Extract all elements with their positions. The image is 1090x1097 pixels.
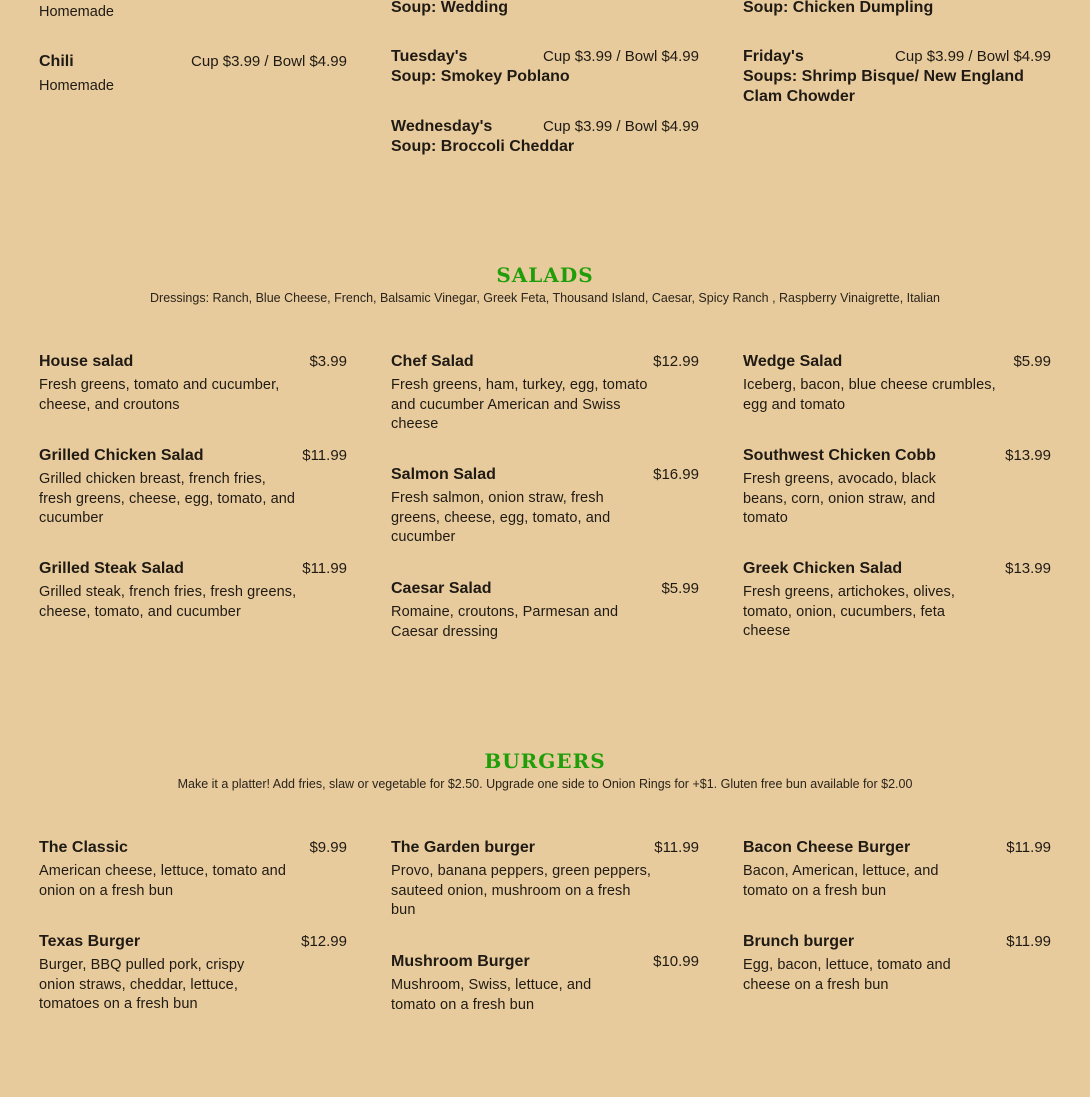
soup-of-day: Soup: Wedding (391, 0, 509, 16)
item-price: $3.99 (309, 353, 347, 370)
soup-day: Tuesday's (391, 48, 468, 65)
item-name: Bacon Cheese Burger (743, 839, 911, 856)
item-name: Southwest Chicken Cobb (743, 447, 936, 464)
menu-item (39, 932, 347, 1015)
menu-item (743, 352, 1051, 415)
item-price: $11.99 (1006, 933, 1051, 950)
item-name: Texas Burger (39, 933, 141, 950)
item-name: Caesar Salad (391, 580, 492, 597)
item-description: Romaine, croutons, Parmesan and Caesar dressing (391, 604, 619, 640)
menu-item (743, 932, 1051, 995)
soup-item (39, 2, 347, 22)
item-name: Grilled Steak Salad (39, 560, 184, 577)
soup-item (391, 0, 699, 18)
item-price: $5.99 (661, 580, 699, 597)
soup-price: Cup $3.99 / Bowl $4.99 (895, 48, 1051, 65)
soup-price: Cup $3.99 / Bowl $4.99 (543, 48, 699, 65)
item-price: $11.99 (302, 560, 347, 577)
item-description: Fresh greens, artichokes, olives, tomato, onion, cucumbers, feta cheese (743, 584, 956, 639)
soup-item (39, 52, 347, 96)
soup-description: Homemade (39, 4, 114, 20)
burgers-title: BURGERS (484, 749, 606, 773)
item-description: Mushroom, Swiss, lettuce, and tomato on a fresh bun (391, 977, 592, 1013)
item-name: Mushroom Burger (391, 953, 530, 970)
item-description: Bacon, American, lettuce, and tomato on a fresh bun (743, 863, 939, 899)
item-price: $12.99 (301, 933, 347, 950)
soup-item (743, 47, 1051, 107)
soup-of-day: Soups: Shrimp Bisque/ New England Clam Chowder (743, 68, 1024, 105)
item-description: Provo, banana peppers, green peppers, sauteed onion, mushroom on a fresh bun (391, 863, 652, 918)
menu-item (39, 352, 347, 415)
item-price: $11.99 (1006, 839, 1051, 856)
item-description: Egg, bacon, lettuce, tomato and cheese on a fresh bun (743, 957, 951, 993)
item-description: Iceberg, bacon, blue cheese crumbles, egg and tomato (743, 377, 996, 413)
soup-of-day: Soup: Chicken Dumpling (743, 0, 934, 16)
soup-price: Cup $3.99 / Bowl $4.99 (543, 118, 699, 135)
soup-of-day: Soup: Smokey Poblano (391, 68, 570, 85)
menu-item (743, 559, 1051, 642)
item-description: Fresh greens, tomato and cucumber, cheese, and croutons (39, 377, 280, 413)
item-description: Fresh salmon, onion straw, fresh greens, cheese, egg, tomato, and cucumber (391, 490, 611, 545)
menu-item (39, 446, 347, 529)
burgers-platter-note: Make it a platter! Add fries, slaw or vegetable for $2.50. Upgrade one side to Onion Rings for +$1. Gluten free bun available for $2.00 (177, 777, 913, 791)
soup-of-day: Soup: Broccoli Cheddar (391, 138, 575, 155)
item-price: $12.99 (653, 353, 699, 370)
menu-item (391, 952, 699, 1015)
menu-item (391, 838, 699, 921)
soup-item (391, 47, 699, 87)
item-price: $5.99 (1013, 353, 1051, 370)
item-name: Salmon Salad (391, 466, 496, 483)
item-name: Wedge Salad (743, 353, 843, 370)
item-price: $13.99 (1005, 560, 1051, 577)
soup-day: Wednesday's (391, 118, 493, 135)
item-price: $16.99 (653, 466, 699, 483)
menu-item (39, 838, 347, 901)
item-description: Grilled chicken breast, french fries, fresh greens, cheese, egg, tomato, and cucumber (39, 471, 296, 526)
menu-item (391, 352, 699, 435)
item-description: Burger, BBQ pulled pork, crispy onion straws, cheddar, lettuce, tomatoes on a fresh bun (39, 957, 245, 1012)
salads-dressings-note: Dressings: Ranch, Blue Cheese, French, Balsamic Vinegar, Greek Feta, Thousand Island, Caesar, Spicy Ranch , Raspberry Vinaigrette, Italian (150, 291, 940, 305)
item-price: $11.99 (654, 839, 699, 856)
item-name: Greek Chicken Salad (743, 560, 903, 577)
menu-item (743, 838, 1051, 901)
soup-name: Chili (39, 53, 74, 70)
item-price: $10.99 (653, 953, 699, 970)
item-name: Chef Salad (391, 353, 474, 370)
menu-item (39, 559, 347, 622)
menu-item (743, 446, 1051, 529)
item-price: $9.99 (309, 839, 347, 856)
soup-day: Friday's (743, 48, 804, 65)
soup-price: Cup $3.99 / Bowl $4.99 (191, 53, 347, 70)
soup-item (743, 0, 1051, 18)
item-description: Grilled steak, french fries, fresh greens, cheese, tomato, and cucumber (39, 584, 297, 620)
menu-item (391, 579, 699, 642)
item-description: Fresh greens, avocado, black beans, corn, onion straw, and tomato (743, 471, 937, 526)
item-name: Brunch burger (743, 933, 855, 950)
item-description: Fresh greens, ham, turkey, egg, tomato and cucumber American and Swiss cheese (391, 377, 648, 432)
item-name: The Classic (39, 839, 128, 856)
item-price: $13.99 (1005, 447, 1051, 464)
salads-title: SALADS (496, 263, 594, 287)
item-name: House salad (39, 353, 134, 370)
soup-description: Homemade (39, 78, 114, 94)
item-description: American cheese, lettuce, tomato and onion on a fresh bun (39, 863, 287, 899)
item-name: Grilled Chicken Salad (39, 447, 204, 464)
item-price: $11.99 (302, 447, 347, 464)
menu-item (391, 465, 699, 548)
item-name: The Garden burger (391, 839, 536, 856)
soup-item (391, 117, 699, 157)
